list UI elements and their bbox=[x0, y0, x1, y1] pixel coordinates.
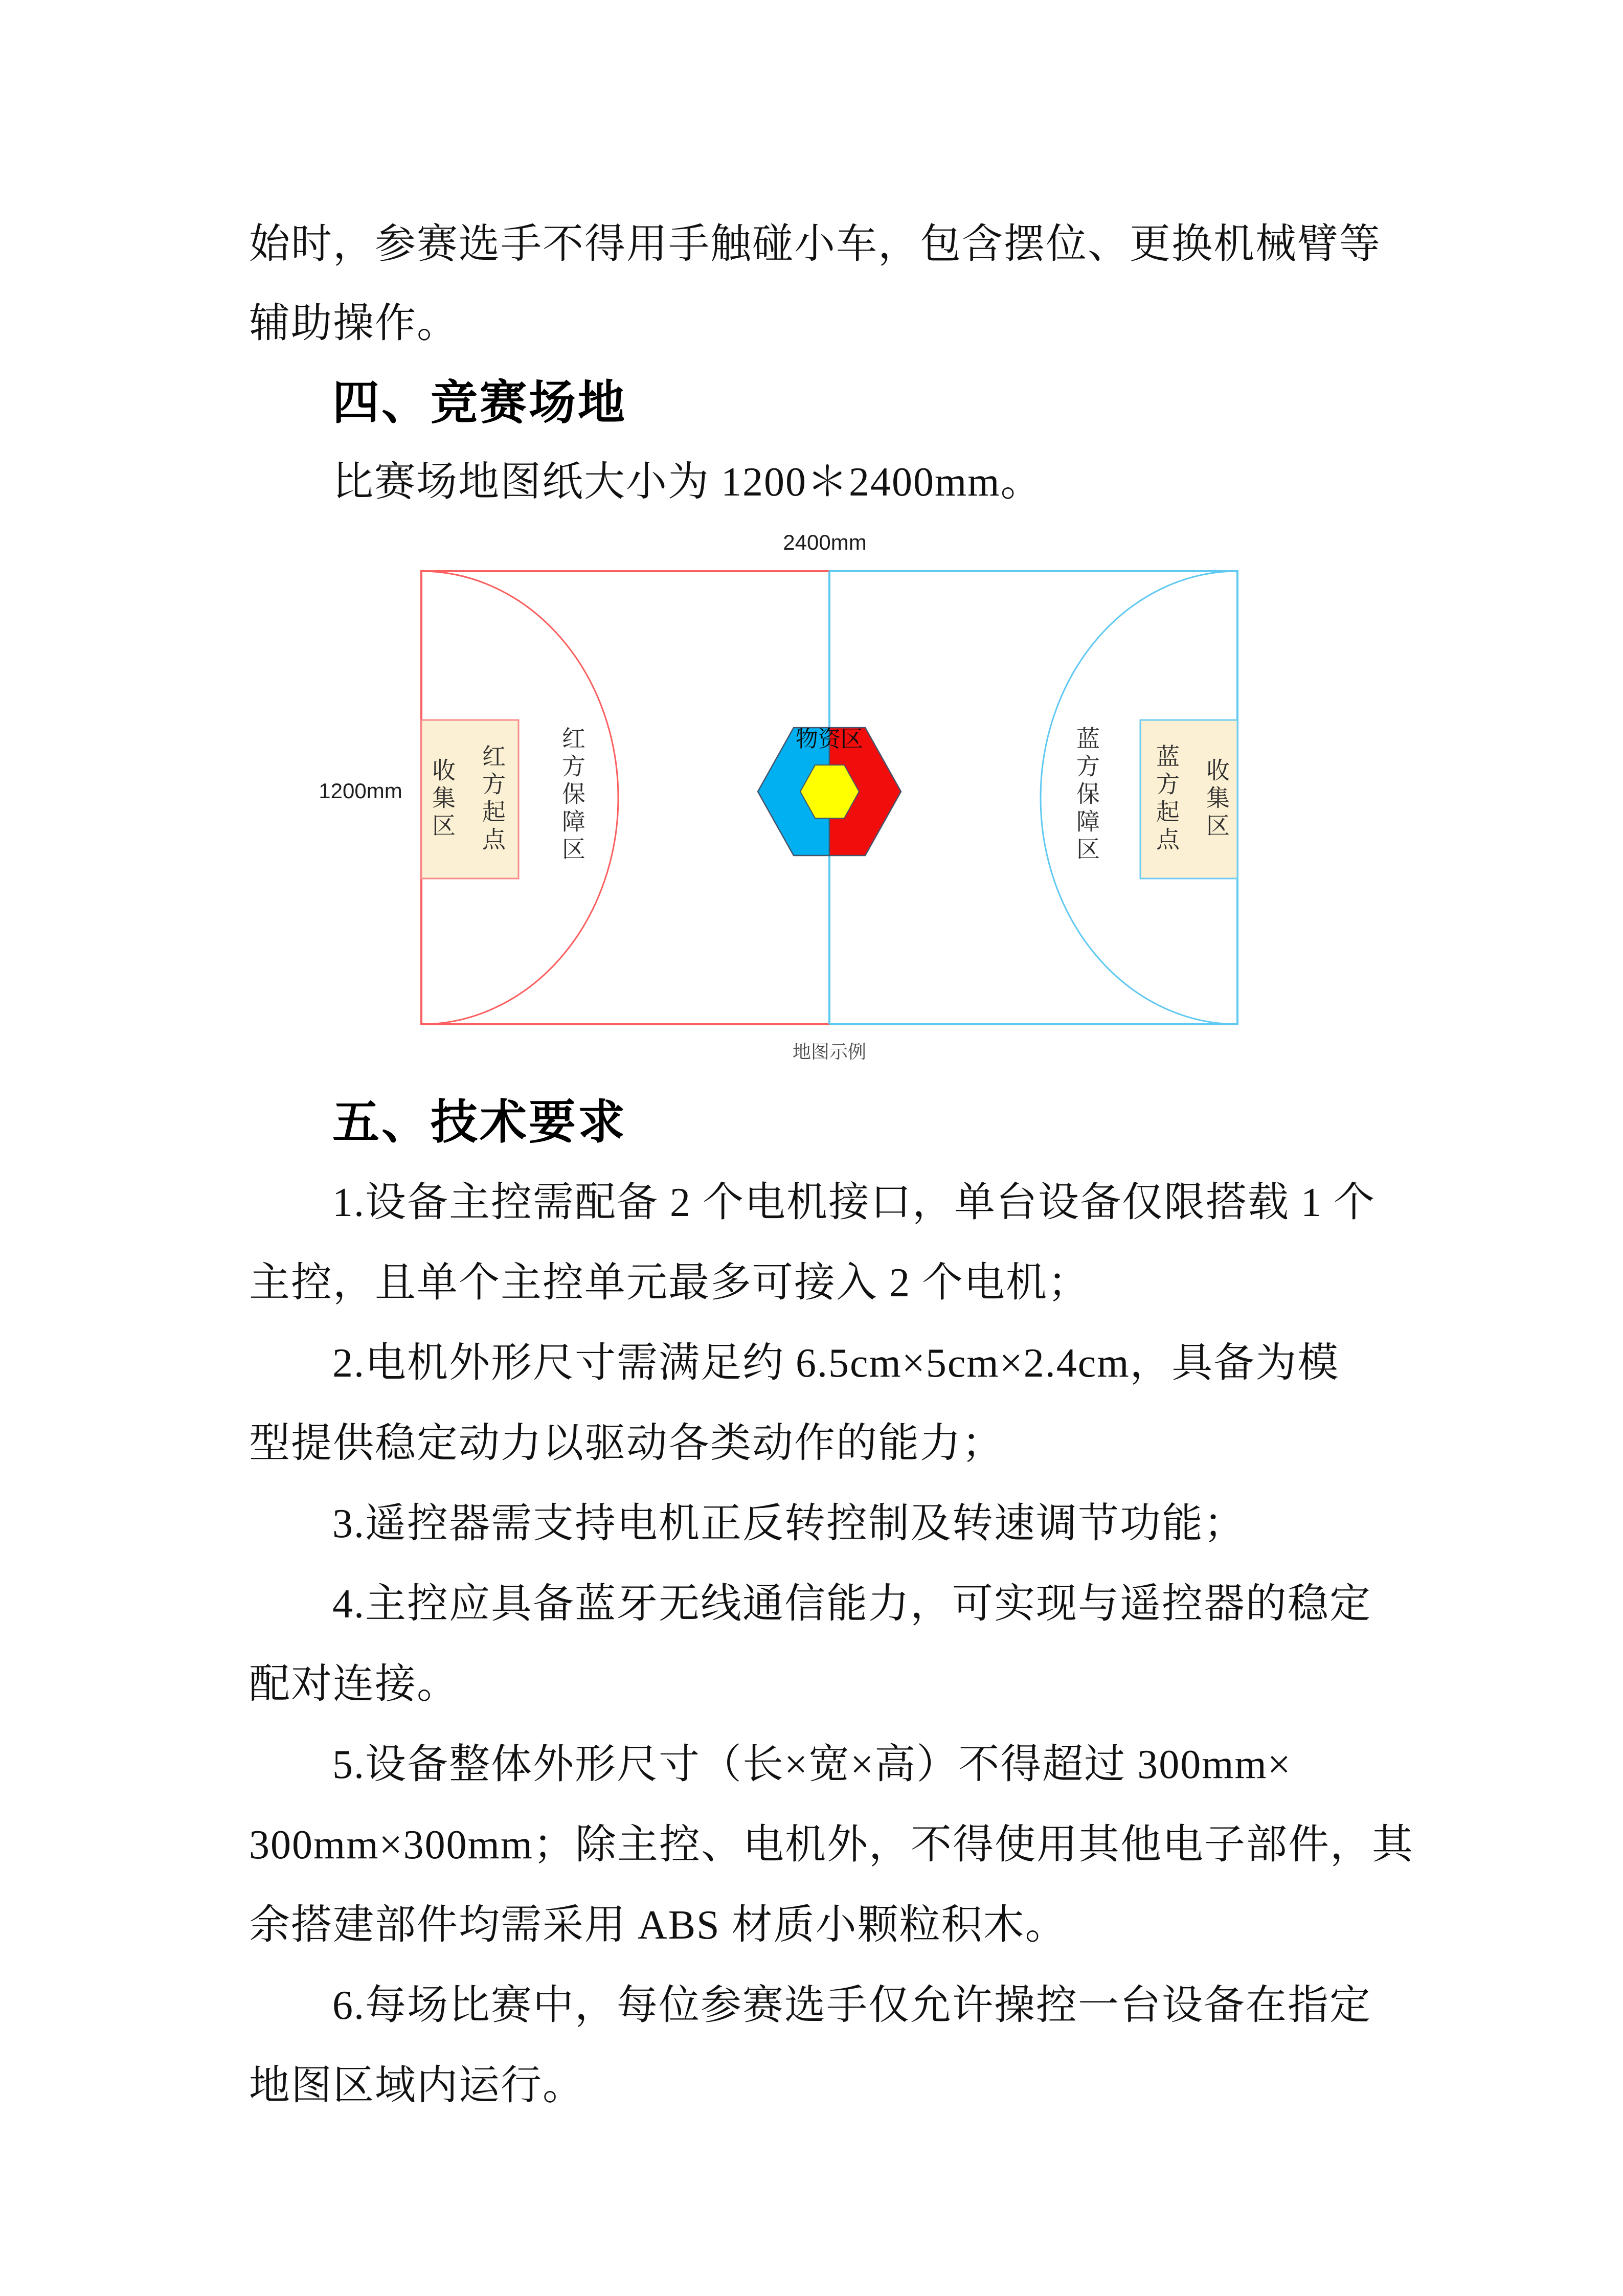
blue-start-zone-label: 蓝方起点 bbox=[1153, 744, 1180, 854]
list-item-1-line-2: 主控，且单个主控单元最多可接入 2 个电机； bbox=[249, 1260, 1090, 1305]
paragraph-line: 比赛场地图纸大小为 1200＊2400mm。 bbox=[332, 460, 1043, 505]
list-item-5-line-2: 300mm×300mm；除主控、电机外，不得使用其他电子部件，其 bbox=[249, 1822, 1414, 1867]
list-item-2-line-1: 2.电机外形尺寸需满足约 6.5cm×5cm×2.4cm，具备为模 bbox=[332, 1341, 1340, 1386]
blue-collect-zone-label: 收集区 bbox=[1203, 758, 1230, 841]
material-zone-label: 物资区 bbox=[796, 727, 863, 752]
map-caption: 地图示例 bbox=[792, 1041, 866, 1062]
red-start-zone-label: 红方起点 bbox=[479, 744, 506, 854]
list-item-4-line-2: 配对连接。 bbox=[249, 1662, 459, 1707]
list-item-4-line-1: 4.主控应具备蓝牙无线通信能力，可实现与遥控器的稳定 bbox=[332, 1582, 1371, 1627]
list-item-6-line-1: 6.每场比赛中，每位参赛选手仅允许操控一台设备在指定 bbox=[332, 1983, 1371, 2028]
field-height-dimension: 1200mm bbox=[319, 779, 402, 803]
list-item-6-line-2: 地图区域内运行。 bbox=[249, 2063, 584, 2108]
field-width-dimension: 2400mm bbox=[783, 530, 867, 554]
list-item-1-line-1: 1.设备主控需配备 2 个电机接口，单台设备仅限搭载 1 个 bbox=[332, 1180, 1376, 1225]
section-heading-5: 五、技术要求 bbox=[332, 1096, 627, 1149]
red-collect-zone-label: 收集区 bbox=[429, 758, 456, 841]
red-support-zone-label: 红方保障区 bbox=[559, 726, 585, 864]
list-item-2-line-2: 型提供稳定动力以驱动各类动作的能力； bbox=[249, 1421, 1004, 1466]
paragraph-line: 辅助操作。 bbox=[249, 301, 459, 346]
blue-support-zone-label: 蓝方保障区 bbox=[1073, 726, 1100, 864]
section-heading-4: 四、竞赛场地 bbox=[332, 377, 627, 429]
list-item-3: 3.遥控器需支持电机正反转控制及转速调节功能； bbox=[332, 1501, 1246, 1546]
list-item-5-line-1: 5.设备整体外形尺寸（长×宽×高）不得超过 300mm× bbox=[332, 1742, 1292, 1787]
paragraph-line: 始时，参赛选手不得用手触碰小车，包含摆位、更换机械臂等 bbox=[249, 222, 1381, 267]
list-item-5-line-3: 余搭建部件均需采用 ABS 材质小颗粒积木。 bbox=[249, 1903, 1067, 1948]
